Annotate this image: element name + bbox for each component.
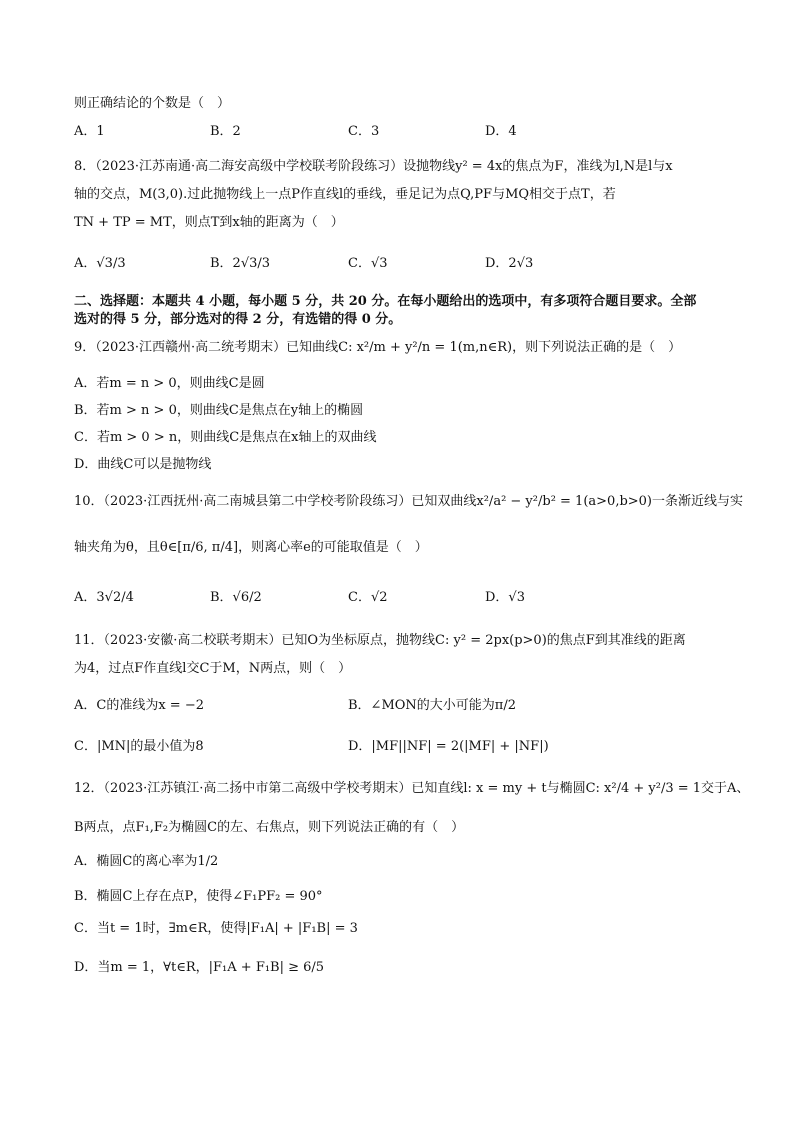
q12-stem-line2: B两点，点F₁,F₂为椭圆C的左、右焦点，则下列说法正确的有（ ） [74, 820, 465, 835]
q9-option-b: B．若m > n > 0，则曲线C是焦点在y轴上的椭圆 [74, 403, 364, 418]
q7-option-d: D．4 [485, 124, 517, 139]
q10-stem-line1: 10．（2023·江西抚州·高二南城县第二中学校考阶段练习）已知双曲线x²/a² − y²/b² = 1(a>0,b>0)一条渐近线与实 [74, 494, 744, 509]
q8-option-c: C．√3 [348, 256, 388, 271]
prev-question-tail: 则正确结论的个数是（ ） [74, 96, 231, 111]
q11-stem-line1: 11．（2023·安徽·高二校联考期末）已知O为坐标原点，抛物线C: y² = 2px(p>0)的焦点F到其准线的距离 [74, 633, 686, 648]
q12-option-b: B．椭圆C上存在点P，使得∠F₁PF₂ = 90° [74, 889, 323, 904]
q8-option-b: B．2√3/3 [210, 256, 271, 271]
q12-option-c: C．当t = 1时，∃m∈R，使得|F₁A| + |F₁B| = 3 [74, 921, 358, 936]
q9-stem: 9．（2023·江西赣州·高二统考期末）已知曲线C: x²/m + y²/n = 1(m,n∈R)，则下列说法正确的是（ ） [74, 340, 682, 355]
q10-option-d: D．√3 [485, 590, 525, 605]
q11-option-d: D．|MF||NF| = 2(|MF| + |NF|) [348, 739, 549, 754]
section2-instructions-line1: 二、选择题：本题共 4 小题，每小题 5 分，共 20 分。在每小题给出的选项中，有多项符合题目要求。全部 [74, 294, 697, 309]
section2-instructions-line2: 选对的得 5 分，部分选对的得 2 分，有选错的得 0 分。 [74, 312, 402, 327]
q8-option-d: D．2√3 [485, 256, 534, 271]
q8-stem-line1: 8．（2023·江苏南通·高二海安高级中学校联考阶段练习）设抛物线y² = 4x的焦点为F，准线为l,N是l与x [74, 159, 673, 174]
q11-option-a: A．C的准线为x = −2 [74, 698, 204, 713]
q8-stem-line3: TN + TP = MT，则点T到x轴的距离为（ ） [74, 215, 344, 230]
q12-option-a: A．椭圆C的离心率为1/2 [74, 854, 219, 869]
q12-option-d: D．当m = 1，∀t∈R，|F₁A + F₁B| ≥ 6/5 [74, 960, 325, 975]
q9-option-a: A．若m = n > 0，则曲线C是圆 [74, 376, 265, 391]
q9-option-d: D．曲线C可以是抛物线 [74, 457, 212, 472]
q7-option-a: A．1 [74, 124, 105, 139]
q11-option-b: B．∠MON的大小可能为π/2 [348, 698, 516, 713]
q12-stem-line1: 12．（2023·江苏镇江·高二扬中市第二高级中学校考期末）已知直线l: x = my + t与椭圆C: x²/4 + y²/3 = 1交于A、 [74, 781, 750, 796]
q11-stem-line2: 为4，过点F作直线l交C于M，N两点，则（ ） [74, 661, 352, 676]
q11-option-c: C．|MN|的最小值为8 [74, 739, 204, 754]
q7-option-c: C．3 [348, 124, 380, 139]
q10-stem-line2: 轴夹角为θ，且θ∈[π/6, π/4]，则离心率e的可能取值是（ ） [74, 540, 428, 555]
q8-option-a: A．√3/3 [74, 256, 126, 271]
q9-option-c: C．若m > 0 > n，则曲线C是焦点在x轴上的双曲线 [74, 430, 377, 445]
q8-stem-line2: 轴的交点，M(3,0).过此抛物线上一点P作直线l的垂线，垂足记为点Q,PF与MQ相交于点T，若 [74, 187, 616, 202]
q10-option-a: A．3√2/4 [74, 590, 134, 605]
q7-option-b: B．2 [210, 124, 241, 139]
q10-option-b: B．√6/2 [210, 590, 262, 605]
q10-option-c: C．√2 [348, 590, 388, 605]
